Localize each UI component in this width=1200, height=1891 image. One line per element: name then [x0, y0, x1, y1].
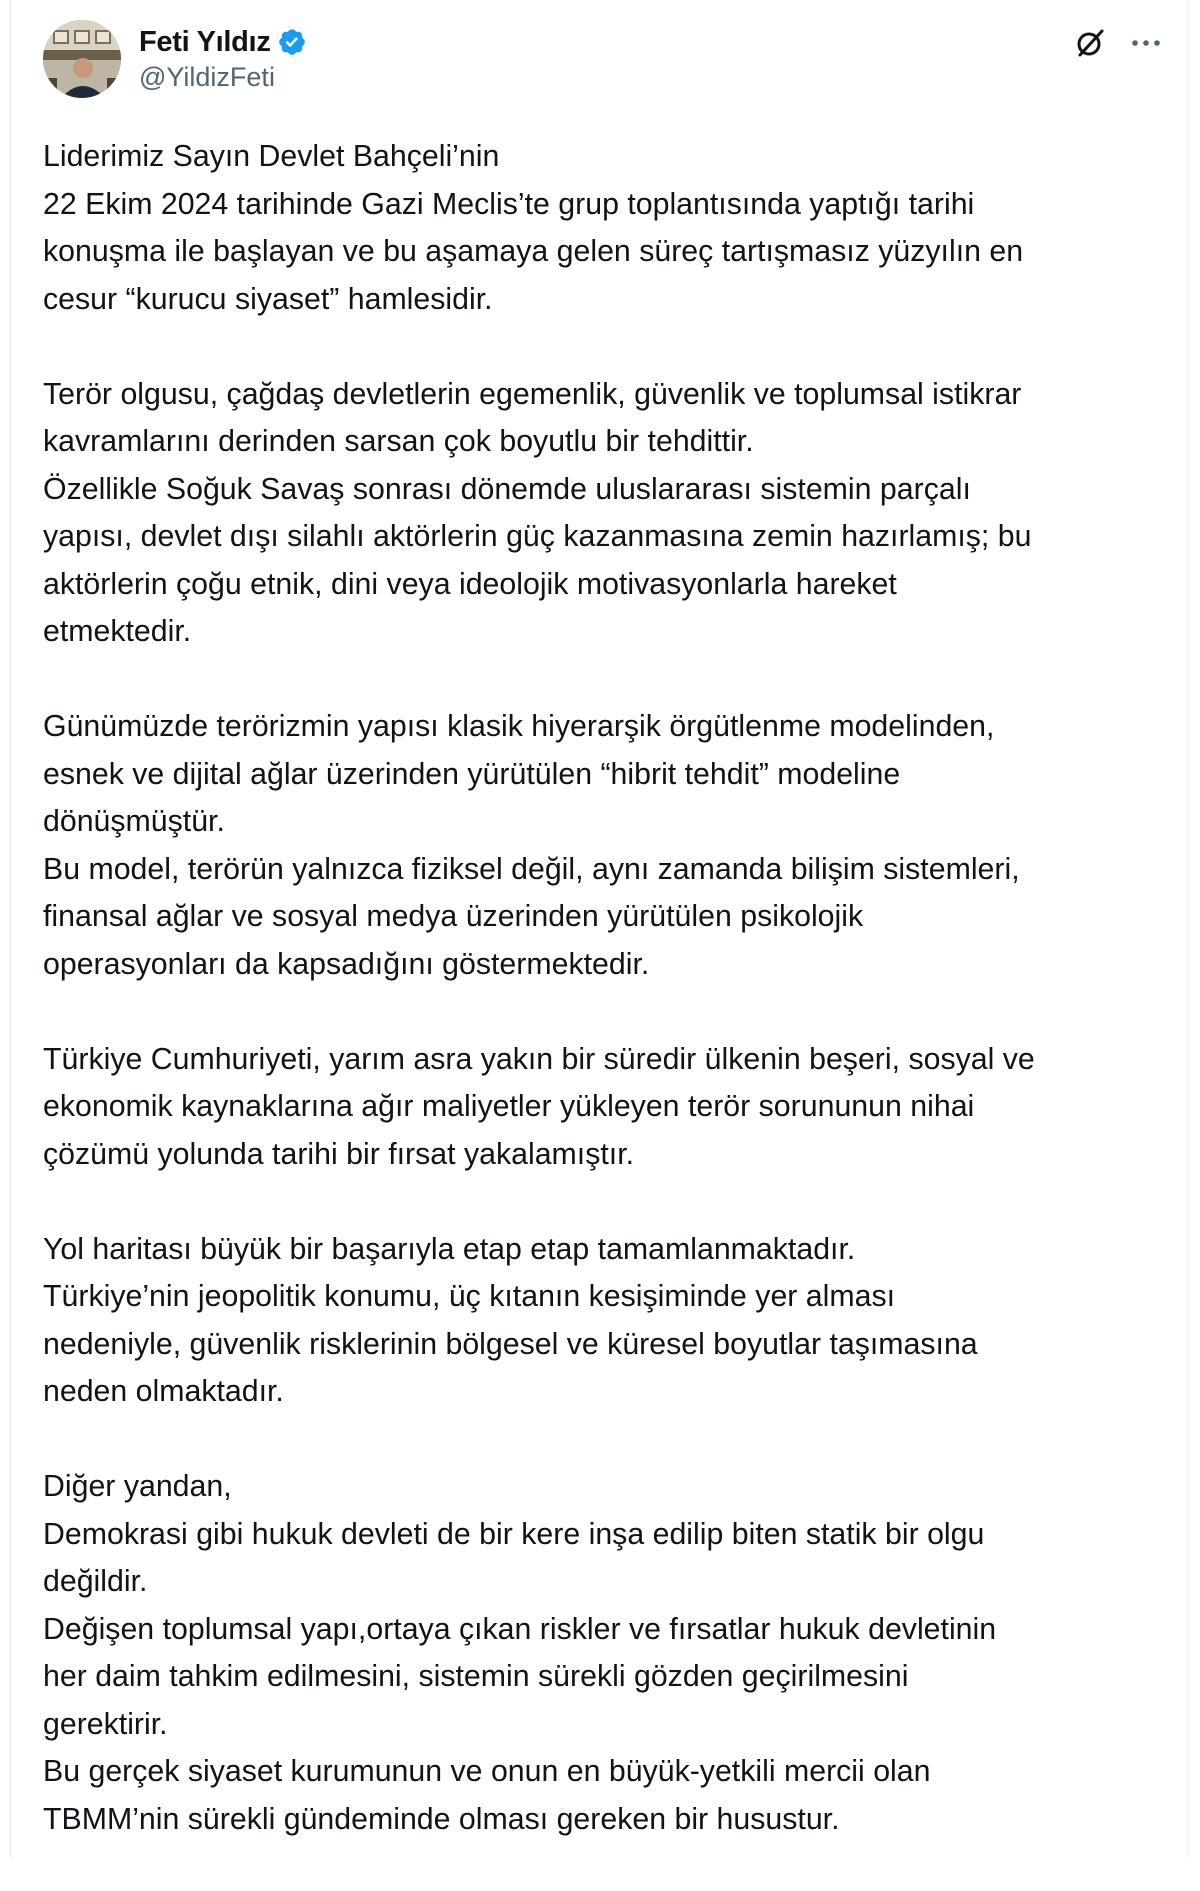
text-line: etmektedir.	[43, 615, 192, 648]
verified-badge-icon[interactable]	[277, 27, 307, 57]
tweet-header	[43, 20, 1167, 100]
tweet-text	[43, 133, 1183, 1891]
text-line: Değişen toplumsal yapı,ortaya çıkan riskler ve fırsatlar hukuk devletinin	[43, 1612, 997, 1646]
text-line: gerektirir.	[43, 1707, 168, 1741]
text-line: nedeniyle, güvenlik risklerinin bölgesel ve küresel boyutlar taşımasına	[43, 1327, 978, 1361]
text-line: Yol haritası büyük bir başarıyla etap etap tamamlanmaktadır.	[43, 1232, 856, 1266]
text-line: Liderimiz Sayın Devlet Bahçeli’nin	[43, 140, 500, 173]
text-line: Özellikle Soğuk Savaş sonrası dönemde uluslararası sistemin parçalı	[43, 472, 971, 506]
text-line: aktörlerin çoğu etnik, dini veya ideolojik motivasyonlarla hareket	[43, 567, 897, 601]
text-line: finansal ağlar ve sosyal medya üzerinden yürütülen psikolojik	[43, 900, 864, 933]
text-line: yapısı, devlet dışı silahlı aktörlerin güç kazanmasına zemin hazırlamış; bu	[43, 520, 1032, 553]
text-line: Terör olgusu, çağdaş devletlerin egemenlik, güvenlik ve toplumsal istikrar	[43, 377, 1022, 411]
tweet-card	[10, 0, 1188, 1858]
tweet-actions	[1073, 26, 1163, 60]
text-line: kavramlarını derinden sarsan çok boyutlu bir tehdittir.	[43, 425, 754, 458]
author-identity	[139, 26, 307, 93]
tweet-paragraph	[43, 703, 1183, 988]
text-line: 22 Ekim 2024 tarihinde Gazi Meclis’te grup toplantısında yaptığı tarihi	[43, 187, 975, 221]
text-line: değildir.	[43, 1565, 148, 1598]
text-line: Diğer yandan,	[43, 1470, 232, 1503]
avatar[interactable]	[43, 20, 121, 98]
tweet-paragraph	[43, 1463, 1183, 1843]
tweet-paragraph	[43, 1036, 1183, 1179]
avatar-photo-icon	[43, 20, 121, 98]
text-line: esnek ve dijital ağlar üzerinden yürütülen “hibrit tehdit” modeline	[43, 757, 901, 791]
text-line: operasyonları da kapsadığını göstermektedir.	[43, 947, 650, 981]
author-display-name[interactable]: Feti Yıldız	[139, 25, 271, 58]
text-line: Bu gerçek siyaset kurumunun ve onun en büyük-yetkili mercii olan	[43, 1755, 931, 1788]
text-line: Demokrasi gibi hukuk devleti de bir kere inşa edilip biten statik bir olgu	[43, 1517, 985, 1551]
tweet-paragraph	[43, 133, 1183, 323]
text-line: TBMM’nin sürekli gündeminde olması gereken bir husustur.	[43, 1802, 840, 1836]
more-options-icon[interactable]	[1129, 26, 1163, 60]
tweet-paragraph	[43, 1226, 1183, 1416]
text-line: Bu model, terörün yalnızca fiziksel değil, aynı zamanda bilişim sistemleri,	[43, 852, 1020, 886]
text-line: dönüşmüştür.	[43, 805, 225, 838]
name-row	[139, 26, 307, 58]
grok-icon[interactable]	[1073, 26, 1107, 60]
text-line: Türkiye’nin jeopolitik konumu, üç kıtanın kesişiminde yer alması	[43, 1280, 896, 1313]
text-line: neden olmaktadır.	[43, 1375, 284, 1408]
text-line: çözümü yolunda tarihi bir fırsat yakalamıştır.	[43, 1137, 635, 1171]
text-line: konuşma ile başlayan ve bu aşamaya gelen süreç tartışmasız yüzyılın en	[43, 235, 1024, 268]
text-line: cesur “kurucu siyaset” hamlesidir.	[43, 282, 493, 316]
text-line: Günümüzde terörizmin yapısı klasik hiyerarşik örgütlenme modelinden,	[43, 710, 995, 743]
author-handle[interactable]: @YildizFeti	[139, 62, 275, 92]
text-line: ekonomik kaynaklarına ağır maliyetler yükleyen terör sorununun nihai	[43, 1090, 975, 1123]
tweet-paragraph	[43, 371, 1183, 656]
text-line: Türkiye Cumhuriyeti, yarım asra yakın bir süredir ülkenin beşeri, sosyal ve	[43, 1042, 1035, 1076]
text-line: her daim tahkim edilmesini, sistemin sürekli gözden geçirilmesini	[43, 1660, 909, 1693]
